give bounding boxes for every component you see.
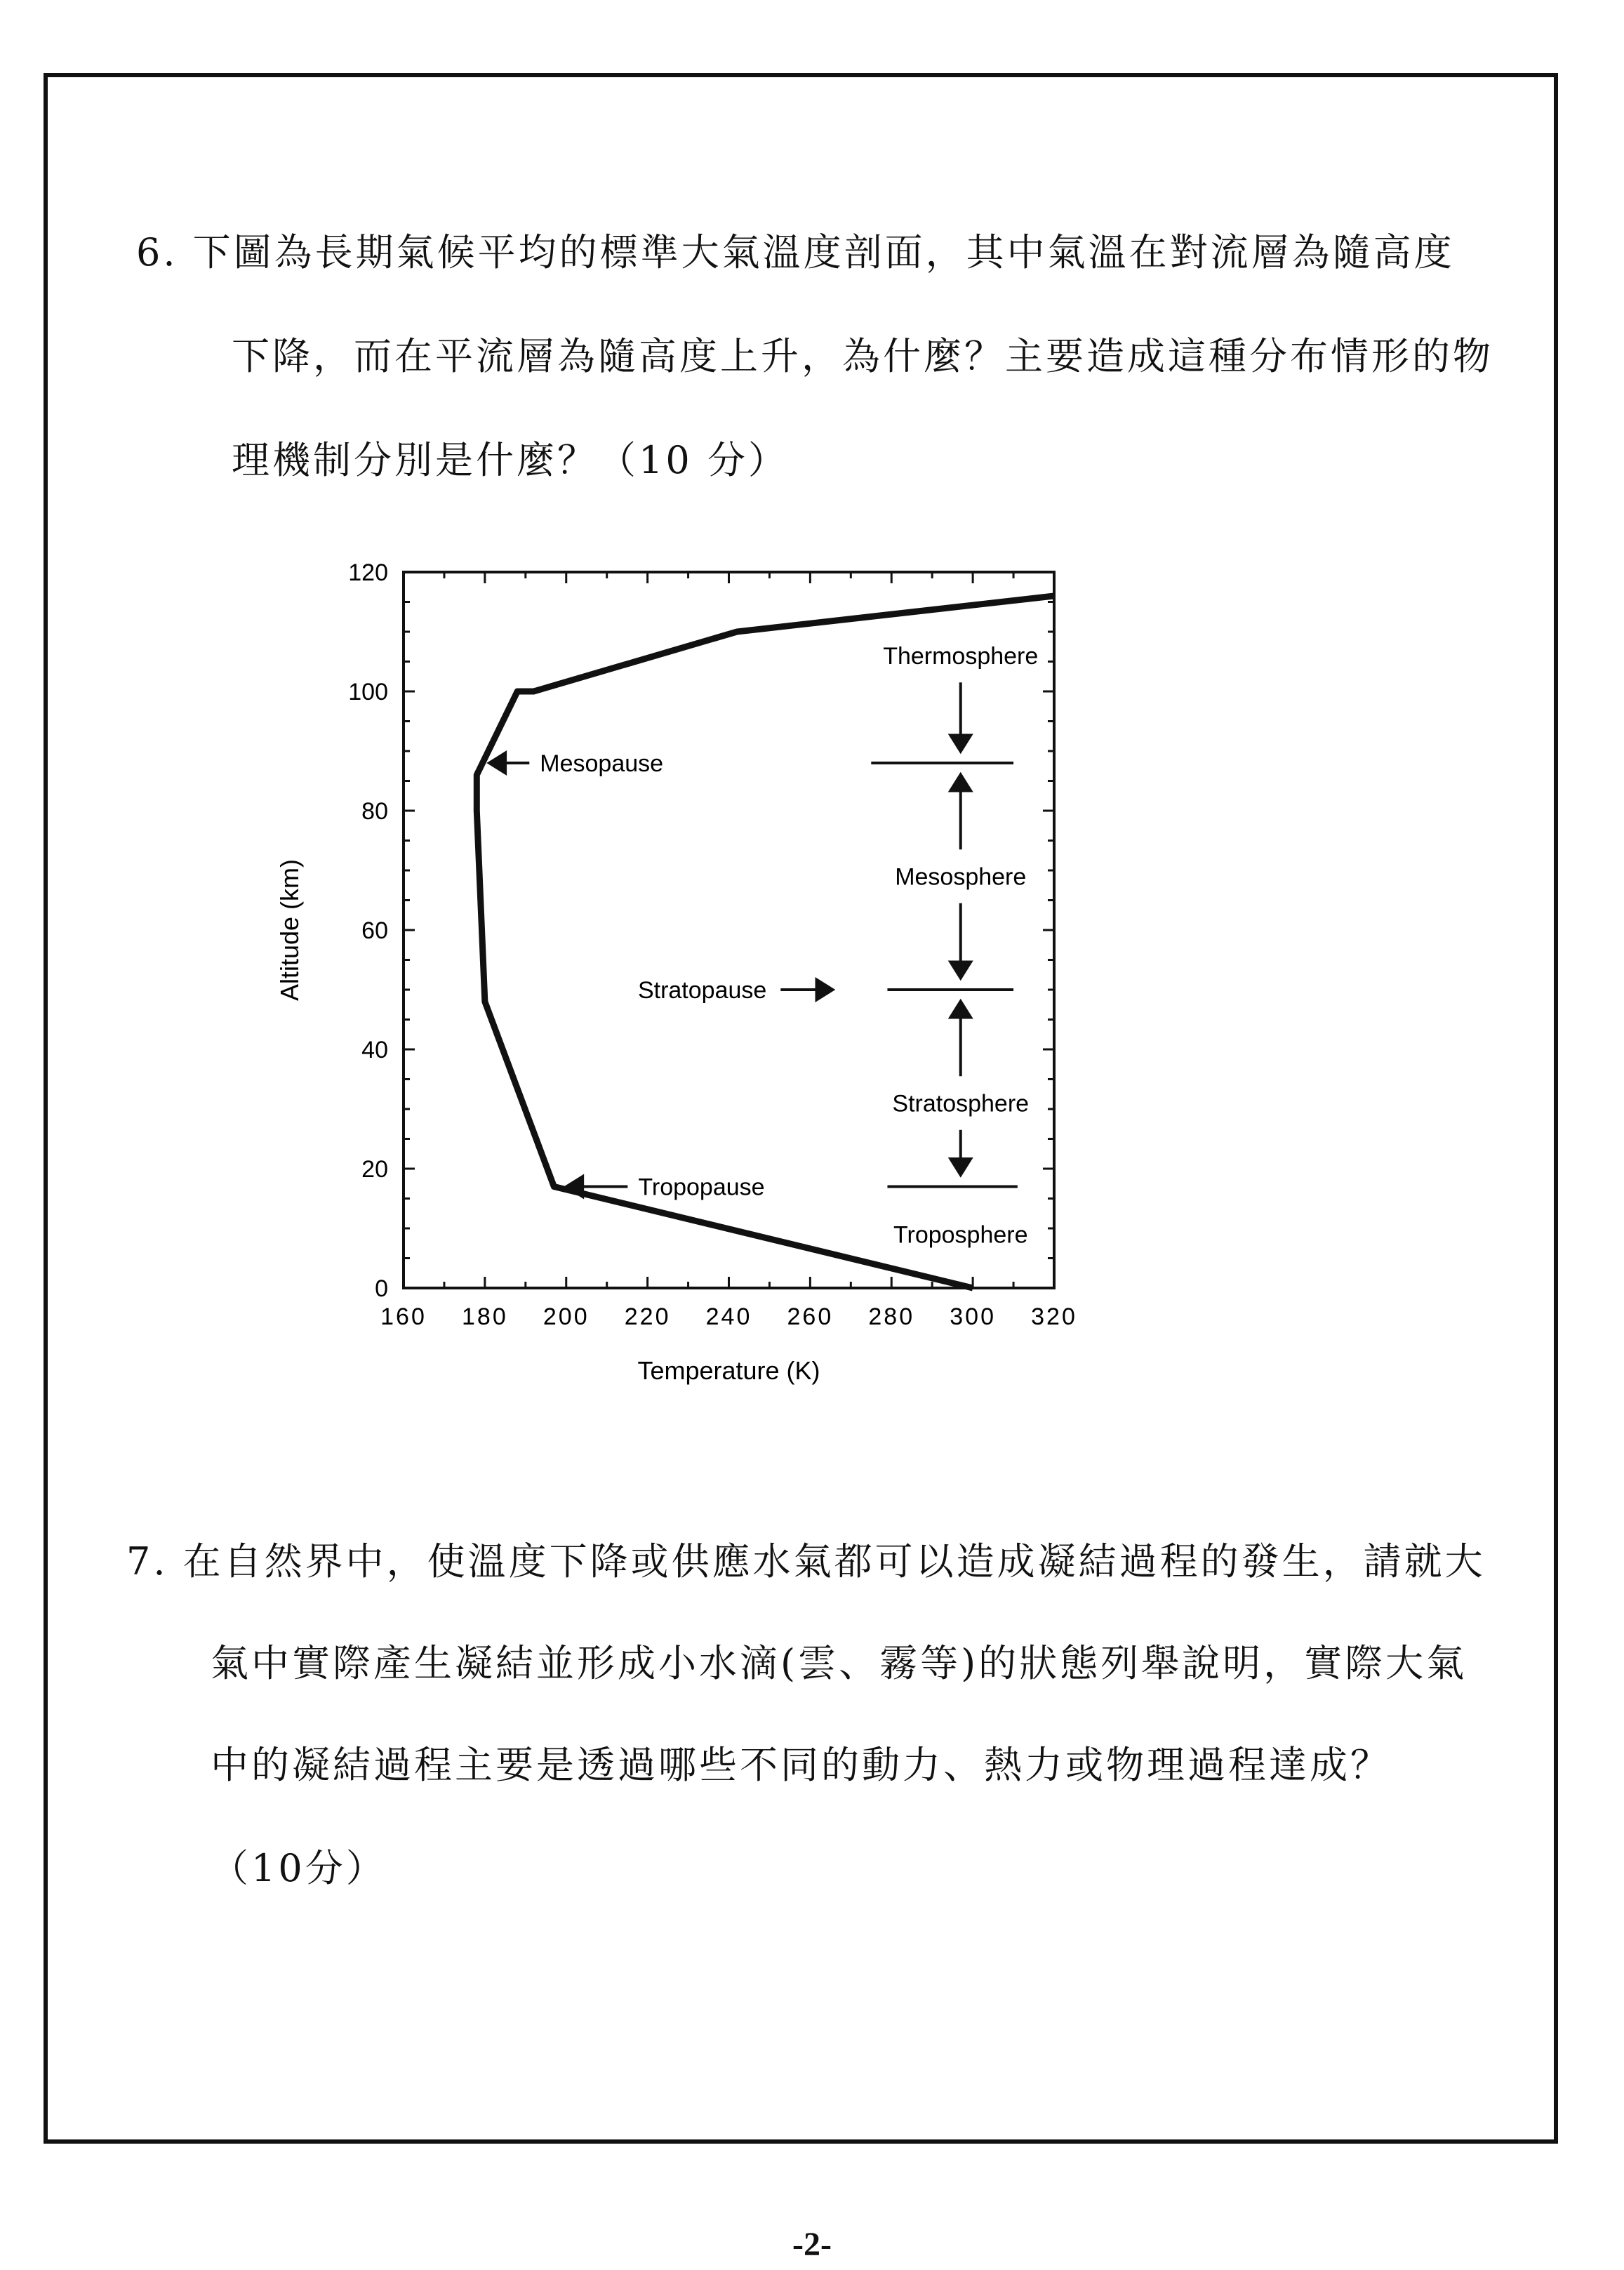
y-tick-label: 100 [348, 679, 388, 705]
x-tick-label: 220 [624, 1303, 671, 1330]
question-7-line-1: 7. 在自然界中，使溫度下降或供應水氣都可以造成凝結過程的發生，請就大 [126, 1539, 1486, 1584]
question-7-line-3: 中的凝結過程主要是透過哪些不同的動力、熱力或物理過程達成？ [211, 1743, 1391, 1787]
question-6-line-3: 理機制分別是什麼？（10 分） [232, 438, 789, 482]
layer-arrow-head [948, 1157, 973, 1178]
x-tick-label: 240 [705, 1303, 752, 1330]
question-6-line-2: 下降，而在平流層為隨高度上升，為什麼？主要造成這種分布情形的物 [232, 334, 1493, 378]
layer-label-thermosphere: Thermosphere [883, 643, 1039, 670]
x-tick-label: 260 [787, 1303, 834, 1330]
x-tick-label: 320 [1031, 1303, 1077, 1330]
x-axis-label: Temperature (K) [637, 1356, 820, 1385]
layer-label-troposphere: Troposphere [893, 1221, 1028, 1249]
layer-arrow-head [948, 772, 973, 792]
point-label-stratopause: Stratopause [637, 977, 767, 1004]
layer-arrow-head [948, 999, 973, 1019]
x-tick-label: 180 [462, 1303, 508, 1330]
x-tick-label: 300 [950, 1303, 996, 1330]
layer-label-mesosphere: Mesosphere [895, 863, 1027, 891]
layer-arrow-head [948, 734, 973, 754]
y-tick-label: 60 [361, 917, 388, 944]
y-tick-label: 20 [361, 1156, 388, 1183]
point-label-arrow-head [816, 977, 836, 1002]
page-number: -2- [792, 2226, 832, 2263]
y-axis-label: Altitude (km) [275, 858, 304, 1002]
y-tick-label: 40 [361, 1037, 388, 1063]
question-7-line-2: 氣中實際產生凝結並形成小水滴(雲、霧等)的狀態列舉說明，實際大氣 [211, 1641, 1467, 1685]
question-7-line-4: （10分） [211, 1846, 387, 1890]
question-6-line-1: 6. 下圖為長期氣候平均的標準大氣溫度剖面，其中氣溫在對流層為隨高度 [136, 230, 1455, 274]
layer-label-stratosphere: Stratosphere [892, 1090, 1030, 1117]
y-tick-label: 120 [348, 559, 388, 586]
point-label-arrow-head [564, 1174, 584, 1200]
temperature-profile-chart [267, 555, 1123, 1418]
x-tick-label: 160 [380, 1303, 427, 1330]
y-tick-label: 0 [375, 1275, 388, 1302]
x-tick-label: 200 [543, 1303, 590, 1330]
y-tick-label: 80 [361, 798, 388, 825]
layer-arrow-head [948, 960, 973, 981]
point-label-mesopause: Mesopause [540, 750, 664, 777]
point-label-tropopause: Tropopause [638, 1174, 765, 1201]
temperature-profile-line [477, 596, 1054, 1288]
x-tick-label: 280 [868, 1303, 915, 1330]
